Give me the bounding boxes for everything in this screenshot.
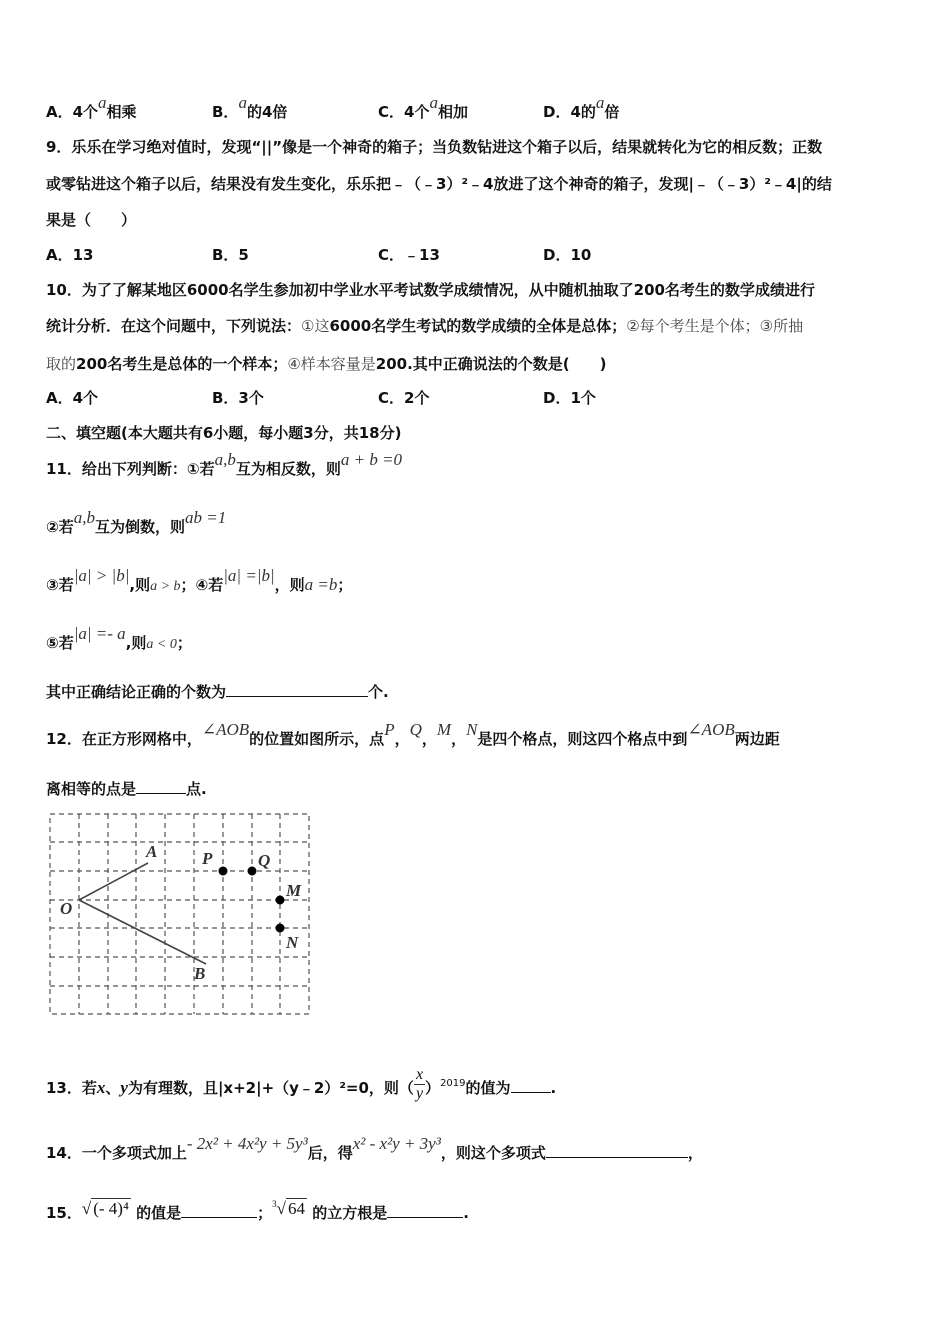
svg-text:O: O — [60, 899, 73, 918]
angle-rays — [79, 863, 206, 964]
q14-answer-blank[interactable] — [546, 1143, 688, 1158]
q11-conclusion: 其中正确结论正确的个数为 个. — [46, 683, 389, 701]
q15-answer-blank-1[interactable] — [181, 1203, 257, 1218]
section-2-title: 二、填空题(本大题共有6小题，每小题3分，共18分) — [46, 424, 402, 442]
q10-line-1: 10．为了了解某地区6000名学生参加初中学业水平考试数学成绩情况，从中随机抽取了200名考生的数学成绩进行 — [46, 281, 815, 299]
q15-answer-blank-2[interactable] — [387, 1203, 463, 1218]
q12-grid-figure — [48, 812, 312, 1018]
q8-option-a: A．4个a相乘 — [46, 93, 137, 121]
q9-option-b: B．5 — [212, 246, 249, 264]
svg-text:N: N — [286, 933, 299, 952]
q9-line-1: 9．乐乐在学习绝对值时，发现“||”像是一个神奇的箱子；当负数钻进这个箱子以后，结果就转化为它的相反数；正数 — [46, 138, 823, 156]
svg-text:P: P — [202, 849, 213, 868]
q15-line: 15．√ (- 4)⁴ 的值是 ；$^3$√ 64 的立方根是 . — [46, 1199, 469, 1222]
q13-line: 13．若x、y为有理数，且|x+2|+（y﹣2）²=0，则（ $\frac{x}{y}$ ）$^{2019}$的值为 . — [46, 1066, 557, 1102]
square-root-expression: √ (- 4)⁴ — [81, 1199, 129, 1218]
q8-option-c: C．4个a相加 — [378, 93, 468, 121]
q8-option-d: D．4的a倍 — [543, 93, 620, 121]
q10-line-2: 统计分析．在这个问题中，下列说法：①这6000名学生考试的数学成绩的全体是总体；②每个考生是个体；③所抽 — [46, 317, 804, 335]
q10-option-a: A．4个 — [46, 389, 99, 407]
q11-statement-1: 11．给出下列判断：①若a,b互为相反数，则a + b =0 — [46, 450, 403, 478]
q11-statement-3-4: ③若|a| > |b|,则a > b；④若|a| =|b|，则a =b； — [46, 566, 353, 594]
q9-option-a: A．13 — [46, 246, 94, 264]
cube-root-expression: $^3$√ 64 — [272, 1199, 305, 1218]
svg-text:A: A — [146, 842, 158, 861]
q9-line-3: 果是（ ） — [46, 211, 137, 229]
q9-line-2: 或零钻进这个箱子以后，结果没有发生变化，乐乐把﹣（﹣3）²﹣4放进了这个神奇的箱子，发现|﹣（﹣3）²﹣4|的结 — [46, 175, 832, 193]
q10-option-c: C．2个 — [378, 389, 430, 407]
q13-answer-blank[interactable] — [511, 1078, 551, 1093]
q12-line-1: 12．在正方形网格中，∠AOB的位置如图所示，点P，Q，M，N是四个格点，则这四个格点中到∠AOB两边距 — [46, 720, 780, 748]
q12-line-2: 离相等的点是 点. — [46, 780, 207, 798]
q9-option-d: D．10 — [543, 246, 592, 264]
svg-text:M: M — [286, 881, 302, 900]
q10-line-3: 取的200名考生是总体的一个样本；④样本容量是200.其中正确说法的个数是( ) — [46, 355, 607, 373]
q11-statement-2: ②若a,b互为倒数，则ab =1 — [46, 508, 227, 536]
q10-option-b: B．3个 — [212, 389, 264, 407]
q12-answer-blank[interactable] — [136, 779, 186, 794]
svg-text:Q: Q — [258, 851, 271, 870]
grid-lines — [50, 814, 309, 1014]
q11-answer-blank[interactable] — [226, 682, 368, 697]
q11-statement-5: ⑤若|a| =- a,则a < 0； — [46, 624, 192, 652]
fraction-x-over-y: $\frac{x}{y}$ — [415, 1066, 424, 1102]
svg-text:B: B — [194, 964, 206, 983]
q9-option-c: C．﹣13 — [378, 246, 440, 264]
q14-line: 14．一个多项式加上- 2x² + 4x²y + 5y³后，得x² - x²y + 3y³，则这个多项式 ， — [46, 1134, 703, 1162]
q10-option-d: D．1个 — [543, 389, 596, 407]
q8-option-b: B．a的4倍 — [212, 93, 288, 121]
